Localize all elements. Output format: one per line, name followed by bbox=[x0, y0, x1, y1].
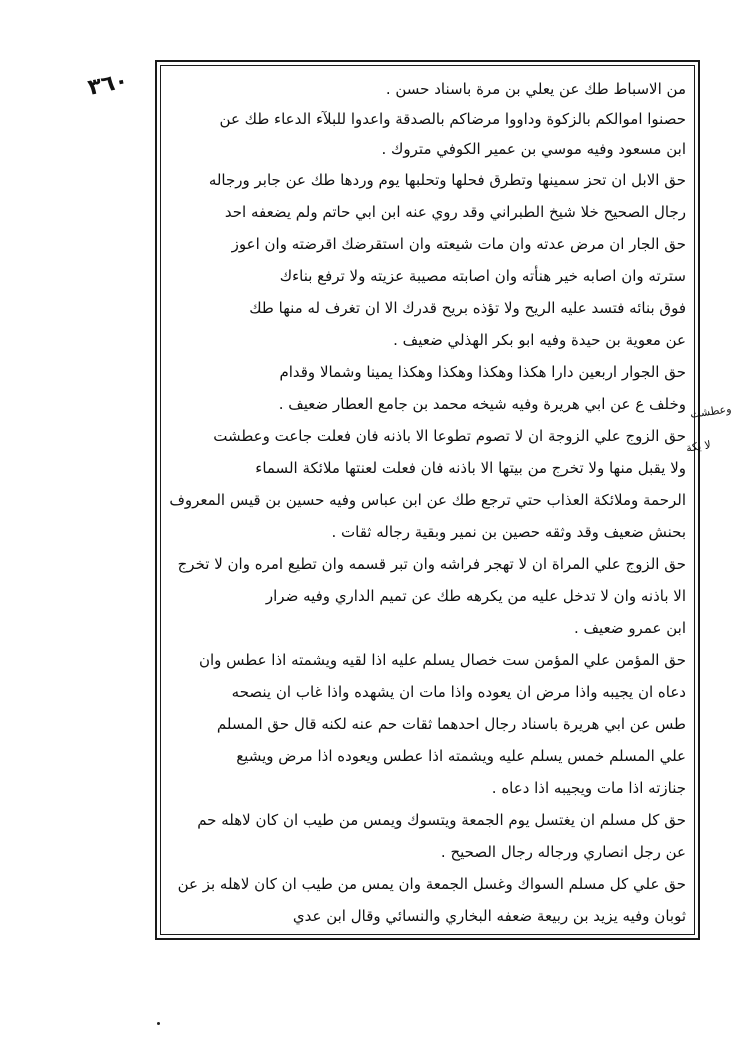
text-line: وخلف ع عن ابي هريرة وفيه شيخه محمد بن جامع العطار ضعيف . bbox=[278, 395, 686, 413]
manuscript-text-body bbox=[165, 70, 690, 930]
text-line: ابن عمرو ضعيف . bbox=[573, 619, 686, 637]
text-line: سترته وان اصابه خير هنأته وان اصابته مصيبة عزيته ولا ترفع بناءك bbox=[279, 267, 686, 285]
stray-ink-dot bbox=[157, 1022, 160, 1025]
text-line: من الاسباط طك عن يعلي بن مرة باسناد حسن . bbox=[385, 80, 686, 98]
text-line: الا باذنه وان لا تدخل عليه من يكرهه طك عن تميم الداري وفيه ضرار bbox=[265, 587, 686, 605]
text-line: حق الابل ان تحز سمينها وتطرق فحلها وتحلبها يوم وردها طك عن جابر ورجاله bbox=[208, 171, 686, 189]
text-line: حق علي كل مسلم السواك وغسل الجمعة وان يمس من طيب ان كان لاهله بز عن bbox=[177, 875, 686, 893]
margin-note: وعطشت bbox=[689, 402, 733, 421]
text-line: عن رجل انصاري ورجاله رجال الصحيح . bbox=[440, 843, 686, 861]
text-line: ولا يقبل منها ولا تخرج من بيتها الا باذنه فان فعلت لعنتها ملائكة السماء bbox=[255, 459, 686, 477]
text-line: عن معوية بن حيدة وفيه ابو بكر الهذلي ضعيف . bbox=[393, 331, 686, 349]
text-line: فوق بنائه فتسد عليه الريح ولا تؤذه بريح قدرك الا ان تغرف له منها طك bbox=[249, 299, 686, 317]
text-line: جنازته اذا مات ويجيبه اذا دعاه . bbox=[491, 779, 686, 797]
text-line: حق كل مسلم ان يغتسل يوم الجمعة ويتسوك ويمس من طيب ان كان لاهله حم bbox=[197, 811, 686, 829]
margin-note: لا يكة bbox=[685, 438, 712, 455]
text-line: ثوبان وفيه يزيد بن ربيعة ضعفه البخاري والنسائي وقال ابن عدي bbox=[292, 907, 686, 925]
text-line: حق الزوج علي الزوجة ان لا تصوم تطوعا الا باذنه فان فعلت جاعت وعطشت bbox=[213, 427, 686, 445]
text-line: الرحمة وملائكة العذاب حتي ترجع طك عن ابن عباس وفيه حسين بن قيس المعروف bbox=[169, 491, 686, 509]
text-line: طس عن ابي هريرة باسناد رجال احدهما ثقات حم عنه لكنه قال حق المسلم bbox=[216, 715, 686, 733]
page-number: ٣٦٠ bbox=[85, 68, 131, 101]
text-line: حصنوا اموالكم بالزكوة وداووا مرضاكم بالصدقة واعدوا للبلآء الدعاء طك عن bbox=[219, 110, 686, 128]
text-line: حق الزوج علي المراة ان لا تهجر فراشه وان تبر قسمه وان تطيع امره وان لا تخرج bbox=[177, 555, 686, 573]
text-line: حق المؤمن علي المؤمن ست خصال يسلم عليه اذا لقيه ويشمته اذا عطس وان bbox=[198, 651, 686, 669]
text-line: حق الجار ان مرض عدته وان مات شيعته وان استقرضك اقرضته وان اعوز bbox=[231, 235, 686, 253]
text-line: ابن مسعود وفيه موسي بن عمير الكوفي متروك . bbox=[381, 140, 686, 158]
text-line: علي المسلم خمس يسلم عليه ويشمته اذا عطس ويعوده اذا مرض ويشيع bbox=[236, 747, 686, 765]
text-line: رجال الصحيح خلا شيخ الطبراني وقد روي عنه ابن ابي حاتم ولم يضعفه احد bbox=[224, 203, 686, 221]
text-line: حق الجوار اربعين دارا هكذا وهكذا وهكذا وهكذا يمينا وشمالا وقدام bbox=[279, 363, 686, 381]
text-line: دعاه ان يجيبه واذا مرض ان يعوده واذا مات ان يشهده واذا غاب ان ينصحه bbox=[231, 683, 686, 701]
text-line: بحنش ضعيف وقد وثقه حصين بن نمير وبقية رجاله ثقات . bbox=[331, 523, 686, 541]
